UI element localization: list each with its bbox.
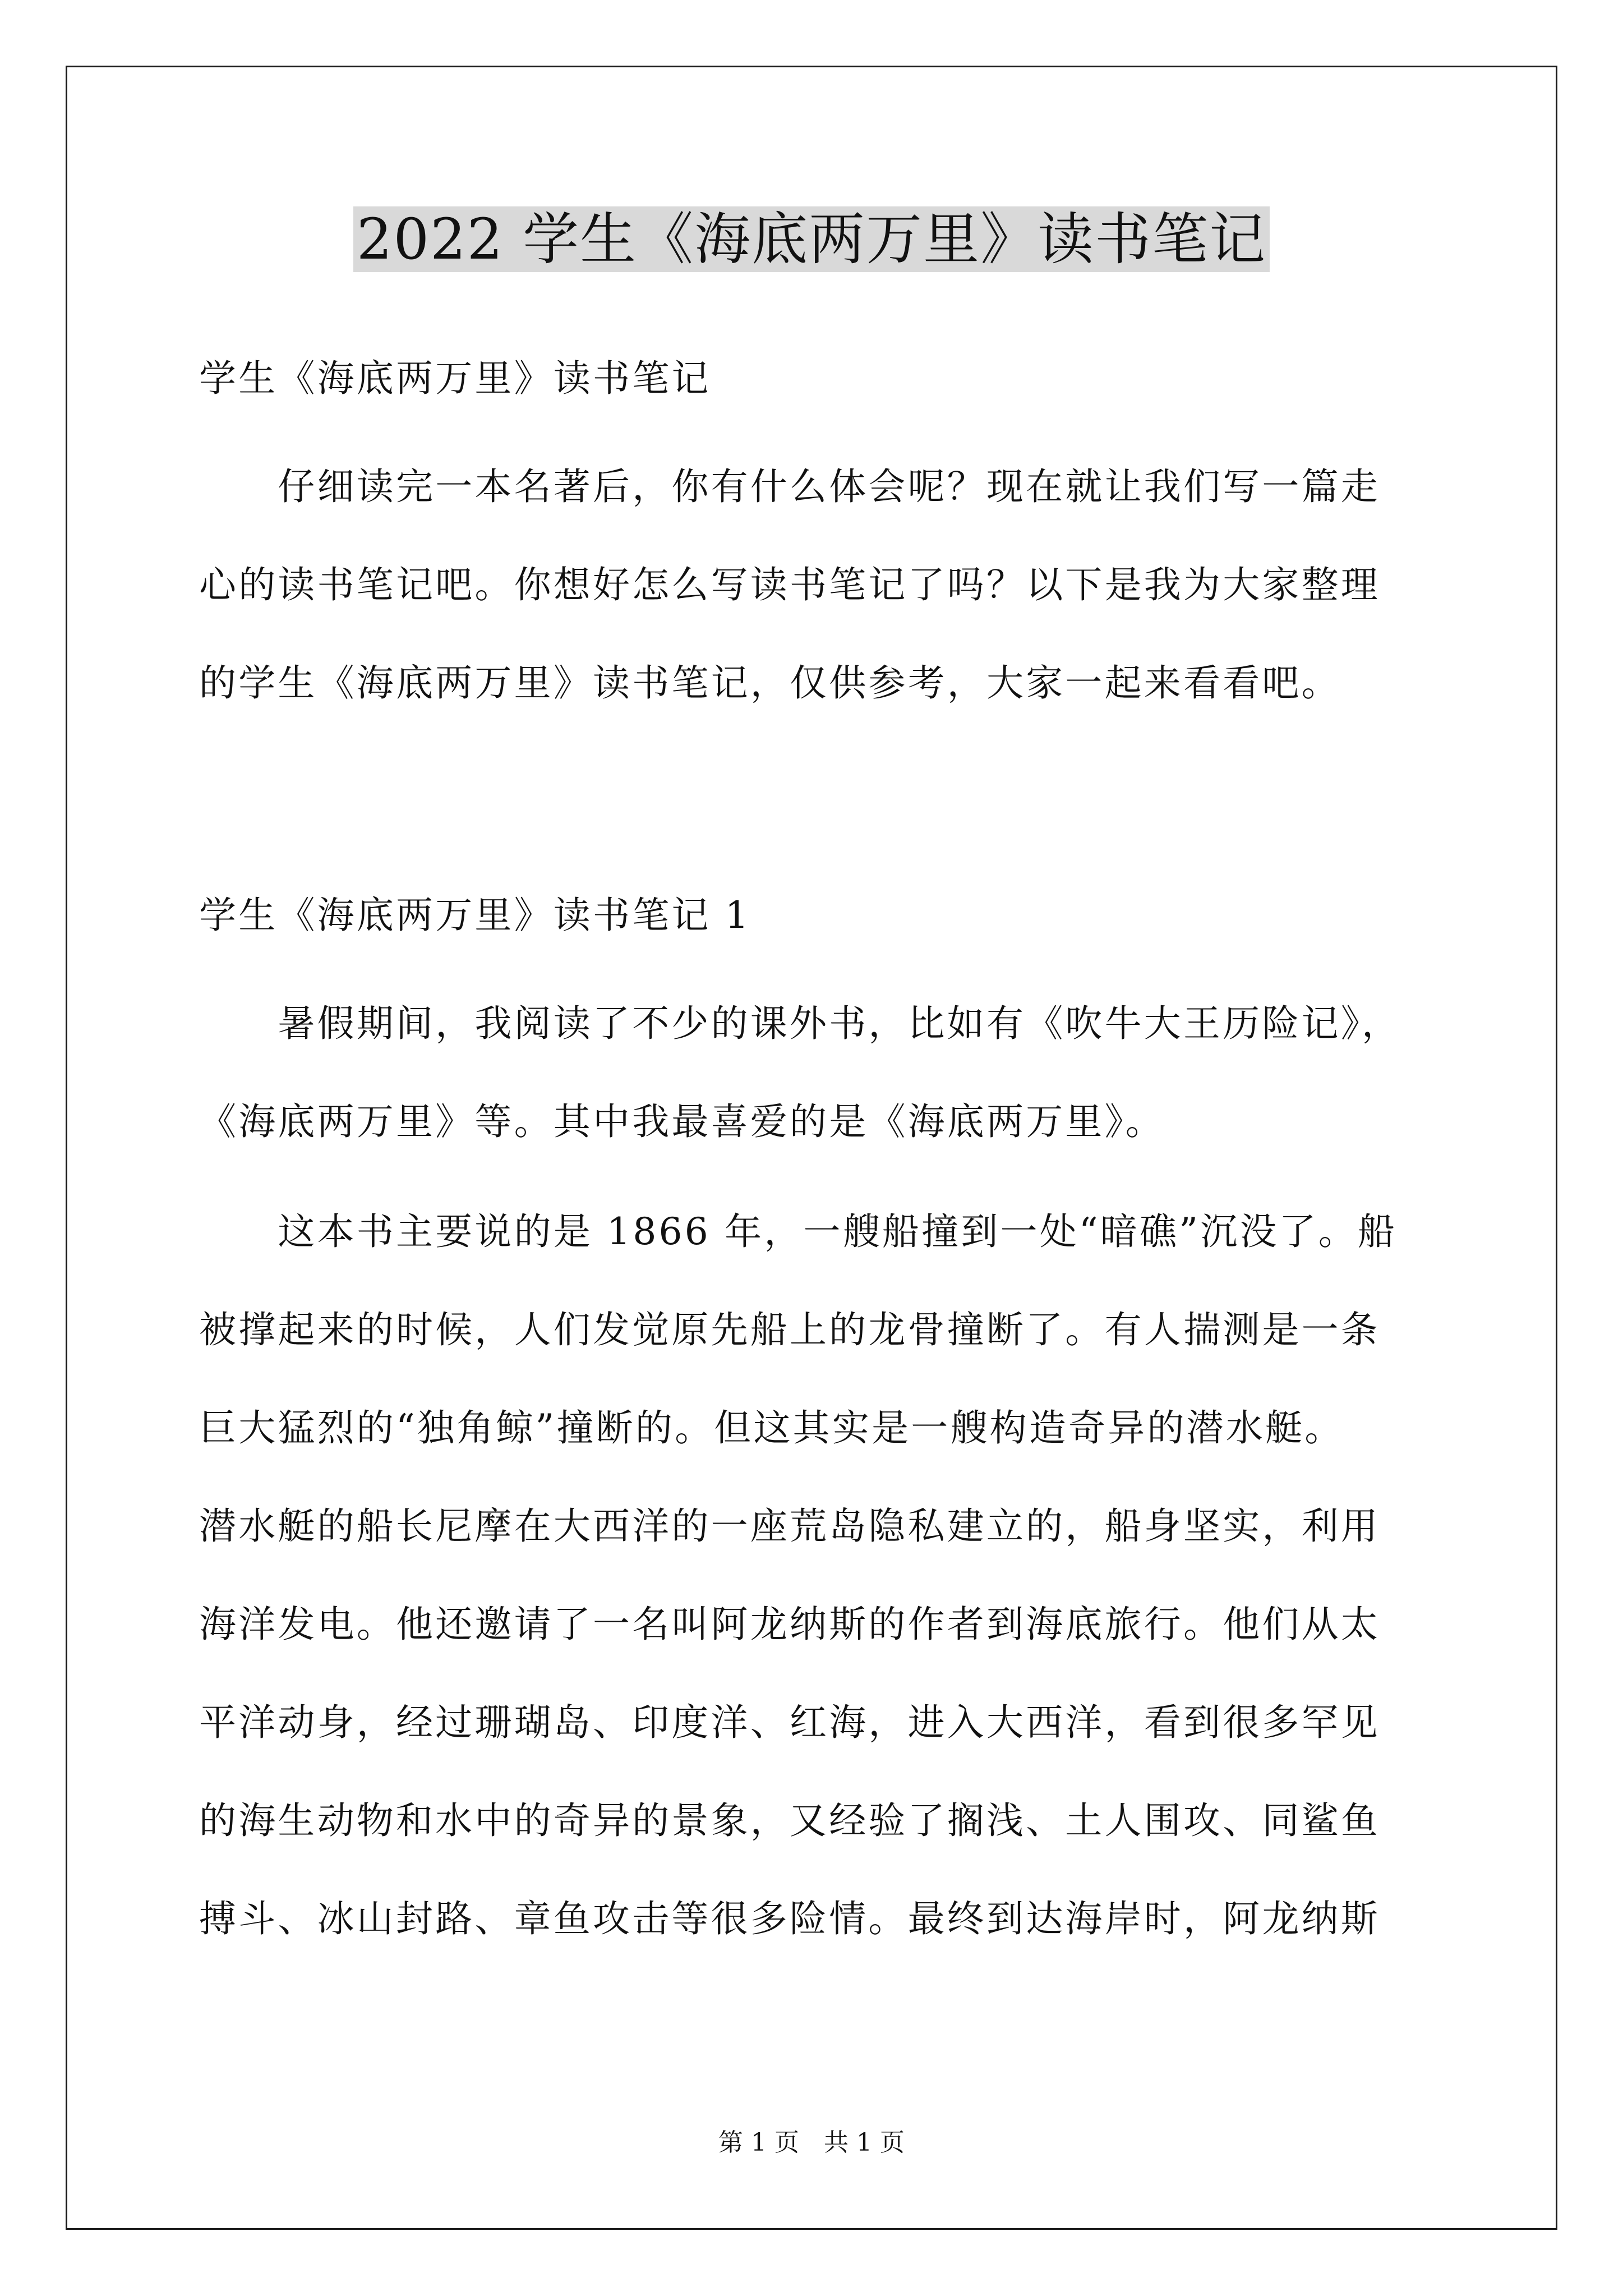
body-line-4: 被撑起来的时候，人们发觉原先船上的龙骨撞断了。有人揣测是一条	[199, 1308, 1380, 1351]
body-line-1: 暑假期间，我阅读了不少的课外书，比如有《吹牛大王历险记》，	[199, 1002, 1401, 1045]
body-line-6: 潜水艇的船长尼摩在大西洋的一座荒岛隐私建立的，船身坚实，利用	[199, 1504, 1380, 1548]
intro-line-3: 的学生《海底两万里》读书笔记，仅供参考，大家一起来看看吧。	[199, 661, 1341, 705]
document-title	[0, 197, 1623, 282]
body-line-2: 《海底两万里》等。其中我最喜爱的是《海底两万里》。	[199, 1100, 1165, 1143]
page-footer: 第 1 页 共 1 页	[718, 2128, 905, 2157]
document-subtitle: 学生《海底两万里》读书笔记	[199, 357, 711, 400]
document-title-text: 2022 学生《海底两万里》读书笔记	[353, 206, 1270, 272]
section-heading: 学生《海底两万里》读书笔记 1	[199, 894, 751, 937]
body-line-3: 这本书主要说的是 1866 年，一艘船撞到一处“暗礁”沉没了。船	[199, 1210, 1398, 1253]
intro-line-2: 心的读书笔记吧。你想好怎么写读书笔记了吗？以下是我为大家整理	[199, 563, 1380, 606]
body-line-9: 的海生动物和水中的奇异的景象，又经验了搁浅、土人围攻、同鲨鱼	[199, 1799, 1380, 1842]
body-line-10: 搏斗、冰山封路、章鱼攻击等很多险情。最终到达海岸时，阿龙纳斯	[199, 1897, 1380, 1940]
body-line-8: 平洋动身，经过珊瑚岛、印度洋、红海，进入大西洋，看到很多罕见	[199, 1701, 1380, 1744]
body-line-5: 巨大猛烈的“独角鲸”撞断的。但这其实是一艘构造奇异的潜水艇。	[199, 1406, 1344, 1450]
body-line-7: 海洋发电。他还邀请了一名叫阿龙纳斯的作者到海底旅行。他们从太	[199, 1603, 1380, 1646]
intro-line-1: 仔细读完一本名著后，你有什么体会呢？现在就让我们写一篇走	[199, 465, 1380, 508]
